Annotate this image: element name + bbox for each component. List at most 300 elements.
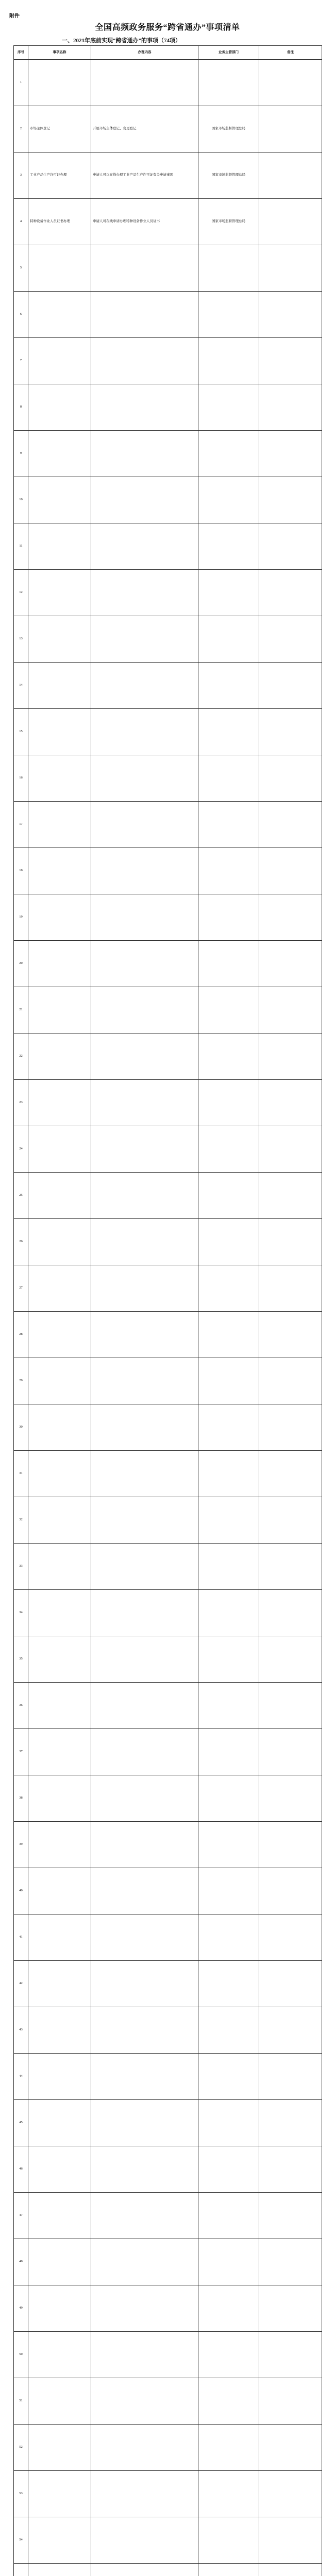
cell-content	[91, 848, 198, 894]
table-row	[14, 709, 322, 755]
cell-content	[91, 2193, 198, 2239]
cell-no: 22	[14, 1033, 28, 1080]
cell-note	[259, 477, 322, 523]
cell-content	[91, 1729, 198, 1775]
cell-note	[259, 292, 322, 338]
cell-content	[91, 2517, 198, 2564]
table-row	[14, 2007, 322, 2054]
cell-dept	[198, 1033, 259, 1080]
cell-dept	[198, 2378, 259, 2425]
cell-no: 31	[14, 1451, 28, 1497]
section-1-table	[13, 45, 322, 2576]
cell-dept	[198, 755, 259, 802]
cell-no: 32	[14, 1497, 28, 1544]
cell-item	[28, 431, 91, 477]
cell-content	[91, 1404, 198, 1451]
table-row	[14, 477, 322, 523]
cell-content	[91, 523, 198, 570]
cell-content	[91, 1961, 198, 2007]
cell-dept	[198, 1404, 259, 1451]
cell-item	[28, 802, 91, 848]
cell-content	[91, 1544, 198, 1590]
cell-item	[28, 663, 91, 709]
cell-item	[28, 60, 91, 106]
cell-dept	[198, 570, 259, 616]
cell-no: 21	[14, 987, 28, 1033]
cell-item	[28, 1914, 91, 1961]
cell-content	[91, 384, 198, 431]
cell-item	[28, 338, 91, 384]
table-row	[14, 1636, 322, 1683]
cell-item	[28, 2517, 91, 2564]
table-row	[14, 755, 322, 802]
cell-note	[259, 894, 322, 941]
cell-no: 45	[14, 2100, 28, 2146]
cell-content	[91, 1497, 198, 1544]
cell-no: 25	[14, 1173, 28, 1219]
table-row	[14, 1312, 322, 1358]
cell-no: 51	[14, 2378, 28, 2425]
cell-no: 42	[14, 1961, 28, 2007]
cell-content	[91, 1126, 198, 1173]
cell-content	[91, 2564, 198, 2576]
cell-note	[259, 1358, 322, 1404]
cell-item	[28, 2146, 91, 2193]
cell-item: 特种设备作业人员证书办理	[28, 199, 91, 245]
table-row	[14, 1961, 322, 2007]
cell-content	[91, 1033, 198, 1080]
cell-note	[259, 2193, 322, 2239]
header-content: 办理内容	[91, 46, 198, 60]
cell-item	[28, 1173, 91, 1219]
cell-note	[259, 60, 322, 106]
table-row	[14, 1497, 322, 1544]
cell-no: 14	[14, 663, 28, 709]
cell-content	[91, 1265, 198, 1312]
cell-dept	[198, 1451, 259, 1497]
cell-content	[91, 1080, 198, 1126]
table-row	[14, 431, 322, 477]
cell-content	[91, 2054, 198, 2100]
table-row	[14, 2193, 322, 2239]
cell-note	[259, 1775, 322, 1822]
cell-content	[91, 2378, 198, 2425]
header-item: 事项名称	[28, 46, 91, 60]
cell-no: 37	[14, 1729, 28, 1775]
cell-item	[28, 2378, 91, 2425]
cell-note	[259, 384, 322, 431]
cell-content	[91, 941, 198, 987]
cell-no: 35	[14, 1636, 28, 1683]
cell-content	[91, 1914, 198, 1961]
cell-item	[28, 2054, 91, 2100]
cell-dept	[198, 2239, 259, 2285]
cell-note	[259, 1404, 322, 1451]
cell-dept	[198, 384, 259, 431]
cell-no: 10	[14, 477, 28, 523]
cell-content	[91, 60, 198, 106]
cell-dept	[198, 987, 259, 1033]
cell-dept	[198, 1358, 259, 1404]
cell-content	[91, 894, 198, 941]
cell-dept: 国家市场监督管理总局	[198, 199, 259, 245]
table-header-row	[14, 46, 322, 60]
cell-item	[28, 848, 91, 894]
cell-dept	[198, 2193, 259, 2239]
header-no: 序号	[14, 46, 28, 60]
cell-item	[28, 1868, 91, 1914]
cell-content	[91, 987, 198, 1033]
table-row	[14, 1683, 322, 1729]
cell-content	[91, 431, 198, 477]
cell-note	[259, 2285, 322, 2332]
cell-note	[259, 663, 322, 709]
cell-content	[91, 2007, 198, 2054]
cell-note	[259, 941, 322, 987]
cell-item	[28, 1775, 91, 1822]
cell-dept	[198, 431, 259, 477]
cell-dept	[198, 1775, 259, 1822]
table-row	[14, 2517, 322, 2564]
cell-item	[28, 1312, 91, 1358]
cell-no: 49	[14, 2285, 28, 2332]
table-row	[14, 1080, 322, 1126]
table-row	[14, 2332, 322, 2378]
cell-item	[28, 755, 91, 802]
cell-note	[259, 987, 322, 1033]
table-row	[14, 1822, 322, 1868]
table-row	[14, 1404, 322, 1451]
cell-dept	[198, 2285, 259, 2332]
table-row	[14, 1451, 322, 1497]
table-row	[14, 1219, 322, 1265]
cell-no: 47	[14, 2193, 28, 2239]
cell-item	[28, 1544, 91, 1590]
cell-note	[259, 106, 322, 152]
cell-no: 13	[14, 616, 28, 663]
cell-note	[259, 1683, 322, 1729]
table-row	[14, 384, 322, 431]
table-row	[14, 1544, 322, 1590]
cell-dept	[198, 477, 259, 523]
cell-dept	[198, 2100, 259, 2146]
cell-note	[259, 1822, 322, 1868]
cell-note	[259, 1961, 322, 2007]
cell-dept	[198, 1219, 259, 1265]
table-row	[14, 848, 322, 894]
cell-dept	[198, 1729, 259, 1775]
cell-note	[259, 2146, 322, 2193]
cell-content	[91, 292, 198, 338]
cell-content	[91, 570, 198, 616]
table-row	[14, 802, 322, 848]
cell-dept	[198, 523, 259, 570]
cell-content	[91, 663, 198, 709]
cell-item	[28, 2285, 91, 2332]
cell-no: 48	[14, 2239, 28, 2285]
cell-note	[259, 338, 322, 384]
cell-item	[28, 2471, 91, 2517]
cell-no: 26	[14, 1219, 28, 1265]
cell-dept	[198, 1544, 259, 1590]
cell-note	[259, 1544, 322, 1590]
cell-item	[28, 1126, 91, 1173]
cell-dept	[198, 2146, 259, 2193]
table-row	[14, 663, 322, 709]
table-row	[14, 2471, 322, 2517]
cell-content	[91, 1173, 198, 1219]
cell-no: 1	[14, 60, 28, 106]
cell-note	[259, 1729, 322, 1775]
cell-item	[28, 2193, 91, 2239]
cell-content	[91, 1822, 198, 1868]
cell-no: 23	[14, 1080, 28, 1126]
cell-note	[259, 1636, 322, 1683]
cell-item	[28, 1822, 91, 1868]
cell-note	[259, 1590, 322, 1636]
cell-no: 17	[14, 802, 28, 848]
table-row	[14, 245, 322, 292]
cell-dept	[198, 1822, 259, 1868]
cell-content: 申请人可以在线办理工业产品生产许可证有关申请事项	[91, 152, 198, 199]
cell-note	[259, 1914, 322, 1961]
table-row	[14, 1914, 322, 1961]
cell-note	[259, 1451, 322, 1497]
cell-no: 33	[14, 1544, 28, 1590]
table-row	[14, 106, 322, 152]
cell-no: 40	[14, 1868, 28, 1914]
cell-dept	[198, 60, 259, 106]
cell-no: 24	[14, 1126, 28, 1173]
cell-content	[91, 2332, 198, 2378]
cell-note	[259, 570, 322, 616]
cell-dept	[198, 1683, 259, 1729]
cell-content	[91, 1451, 198, 1497]
cell-no: 16	[14, 755, 28, 802]
cell-no: 38	[14, 1775, 28, 1822]
cell-item	[28, 987, 91, 1033]
cell-content	[91, 1358, 198, 1404]
cell-no: 5	[14, 245, 28, 292]
table-row	[14, 1033, 322, 1080]
table-row	[14, 292, 322, 338]
cell-item	[28, 1590, 91, 1636]
cell-content	[91, 1219, 198, 1265]
cell-dept	[198, 2054, 259, 2100]
cell-item	[28, 1451, 91, 1497]
cell-note	[259, 1126, 322, 1173]
table-row	[14, 1265, 322, 1312]
cell-note	[259, 1219, 322, 1265]
cell-no: 27	[14, 1265, 28, 1312]
table-row	[14, 199, 322, 245]
cell-dept	[198, 292, 259, 338]
cell-note	[259, 2332, 322, 2378]
table-row	[14, 616, 322, 663]
cell-content	[91, 1868, 198, 1914]
cell-item	[28, 384, 91, 431]
cell-item	[28, 709, 91, 755]
cell-item	[28, 1358, 91, 1404]
cell-dept	[198, 2517, 259, 2564]
table-row	[14, 941, 322, 987]
cell-content	[91, 1775, 198, 1822]
cell-dept	[198, 1080, 259, 1126]
cell-content	[91, 755, 198, 802]
cell-no	[14, 2564, 28, 2576]
cell-no: 36	[14, 1683, 28, 1729]
cell-no: 7	[14, 338, 28, 384]
cell-no: 30	[14, 1404, 28, 1451]
cell-note	[259, 1080, 322, 1126]
table-row	[14, 2285, 322, 2332]
cell-item	[28, 1219, 91, 1265]
table-row	[14, 152, 322, 199]
cell-dept	[198, 1961, 259, 2007]
cell-item: 工业产品生产许可证办理	[28, 152, 91, 199]
cell-no: 8	[14, 384, 28, 431]
cell-dept	[198, 2471, 259, 2517]
table-row	[14, 1868, 322, 1914]
cell-dept	[198, 2007, 259, 2054]
document-title: 全国高频政务服务“跨省通办”事项清单	[95, 23, 240, 32]
cell-item	[28, 1265, 91, 1312]
table-row	[14, 2378, 322, 2425]
cell-item	[28, 1729, 91, 1775]
table-row	[14, 1775, 322, 1822]
cell-dept	[198, 802, 259, 848]
cell-item	[28, 1404, 91, 1451]
cell-note	[259, 523, 322, 570]
table-row	[14, 2146, 322, 2193]
cell-content	[91, 1312, 198, 1358]
cell-item	[28, 2100, 91, 2146]
table-row	[14, 2239, 322, 2285]
cell-note	[259, 431, 322, 477]
table-row	[14, 1126, 322, 1173]
cell-dept	[198, 1636, 259, 1683]
cell-no: 11	[14, 523, 28, 570]
cell-note	[259, 2100, 322, 2146]
cell-item	[28, 2239, 91, 2285]
cell-note	[259, 1497, 322, 1544]
cell-content	[91, 802, 198, 848]
cell-dept	[198, 245, 259, 292]
cell-no: 44	[14, 2054, 28, 2100]
table-row	[14, 338, 322, 384]
table-row	[14, 523, 322, 570]
cell-dept	[198, 2564, 259, 2576]
cell-content: 开展市场主体登记、变更登记	[91, 106, 198, 152]
section-1-title: 一、2021年底前实现“跨省通办”的事项（74项）	[62, 38, 181, 44]
cell-content	[91, 245, 198, 292]
table-row	[14, 60, 322, 106]
cell-content	[91, 2285, 198, 2332]
cell-content	[91, 2425, 198, 2471]
cell-content: 申请人可在线申请办理特种设备作业人员证书	[91, 199, 198, 245]
cell-item	[28, 1636, 91, 1683]
cell-dept	[198, 1126, 259, 1173]
cell-item	[28, 570, 91, 616]
cell-item	[28, 941, 91, 987]
cell-dept	[198, 941, 259, 987]
cell-note	[259, 1312, 322, 1358]
cell-no: 15	[14, 709, 28, 755]
cell-note	[259, 2517, 322, 2564]
cell-item	[28, 245, 91, 292]
cell-no: 20	[14, 941, 28, 987]
cell-content	[91, 1683, 198, 1729]
cell-dept	[198, 709, 259, 755]
cell-dept	[198, 2425, 259, 2471]
cell-item	[28, 1683, 91, 1729]
cell-dept: 国家市场监督管理总局	[198, 152, 259, 199]
table-row	[14, 2564, 322, 2576]
cell-no: 2	[14, 106, 28, 152]
cell-no: 41	[14, 1914, 28, 1961]
cell-no: 54	[14, 2517, 28, 2564]
cell-note	[259, 2564, 322, 2576]
cell-item	[28, 1497, 91, 1544]
table-row	[14, 987, 322, 1033]
table-row	[14, 1358, 322, 1404]
cell-item	[28, 523, 91, 570]
cell-dept	[198, 1312, 259, 1358]
table-row	[14, 2100, 322, 2146]
cell-note	[259, 199, 322, 245]
cell-item	[28, 292, 91, 338]
cell-item	[28, 2564, 91, 2576]
cell-note	[259, 616, 322, 663]
table-row	[14, 1173, 322, 1219]
cell-item	[28, 2007, 91, 2054]
cell-no: 50	[14, 2332, 28, 2378]
cell-item	[28, 477, 91, 523]
table-row	[14, 2054, 322, 2100]
table-row	[14, 1729, 322, 1775]
cell-item	[28, 1080, 91, 1126]
cell-no: 43	[14, 2007, 28, 2054]
cell-note	[259, 245, 322, 292]
cell-dept	[198, 894, 259, 941]
cell-content	[91, 1590, 198, 1636]
cell-dept	[198, 338, 259, 384]
cell-no: 46	[14, 2146, 28, 2193]
cell-no: 34	[14, 1590, 28, 1636]
cell-content	[91, 616, 198, 663]
cell-no: 9	[14, 431, 28, 477]
cell-dept	[198, 616, 259, 663]
cell-dept	[198, 1497, 259, 1544]
cell-no: 6	[14, 292, 28, 338]
cell-item: 市场主体登记	[28, 106, 91, 152]
cell-content	[91, 477, 198, 523]
cell-content	[91, 2146, 198, 2193]
cell-dept	[198, 1914, 259, 1961]
cell-note	[259, 1265, 322, 1312]
cell-item	[28, 1033, 91, 1080]
cell-note	[259, 848, 322, 894]
header-dept: 业务主管部门	[198, 46, 259, 60]
cell-dept	[198, 2332, 259, 2378]
cell-no: 18	[14, 848, 28, 894]
cell-note	[259, 2007, 322, 2054]
cell-content	[91, 2100, 198, 2146]
header-note: 备注	[259, 46, 322, 60]
cell-item	[28, 616, 91, 663]
cell-dept	[198, 1868, 259, 1914]
cell-note	[259, 2471, 322, 2517]
